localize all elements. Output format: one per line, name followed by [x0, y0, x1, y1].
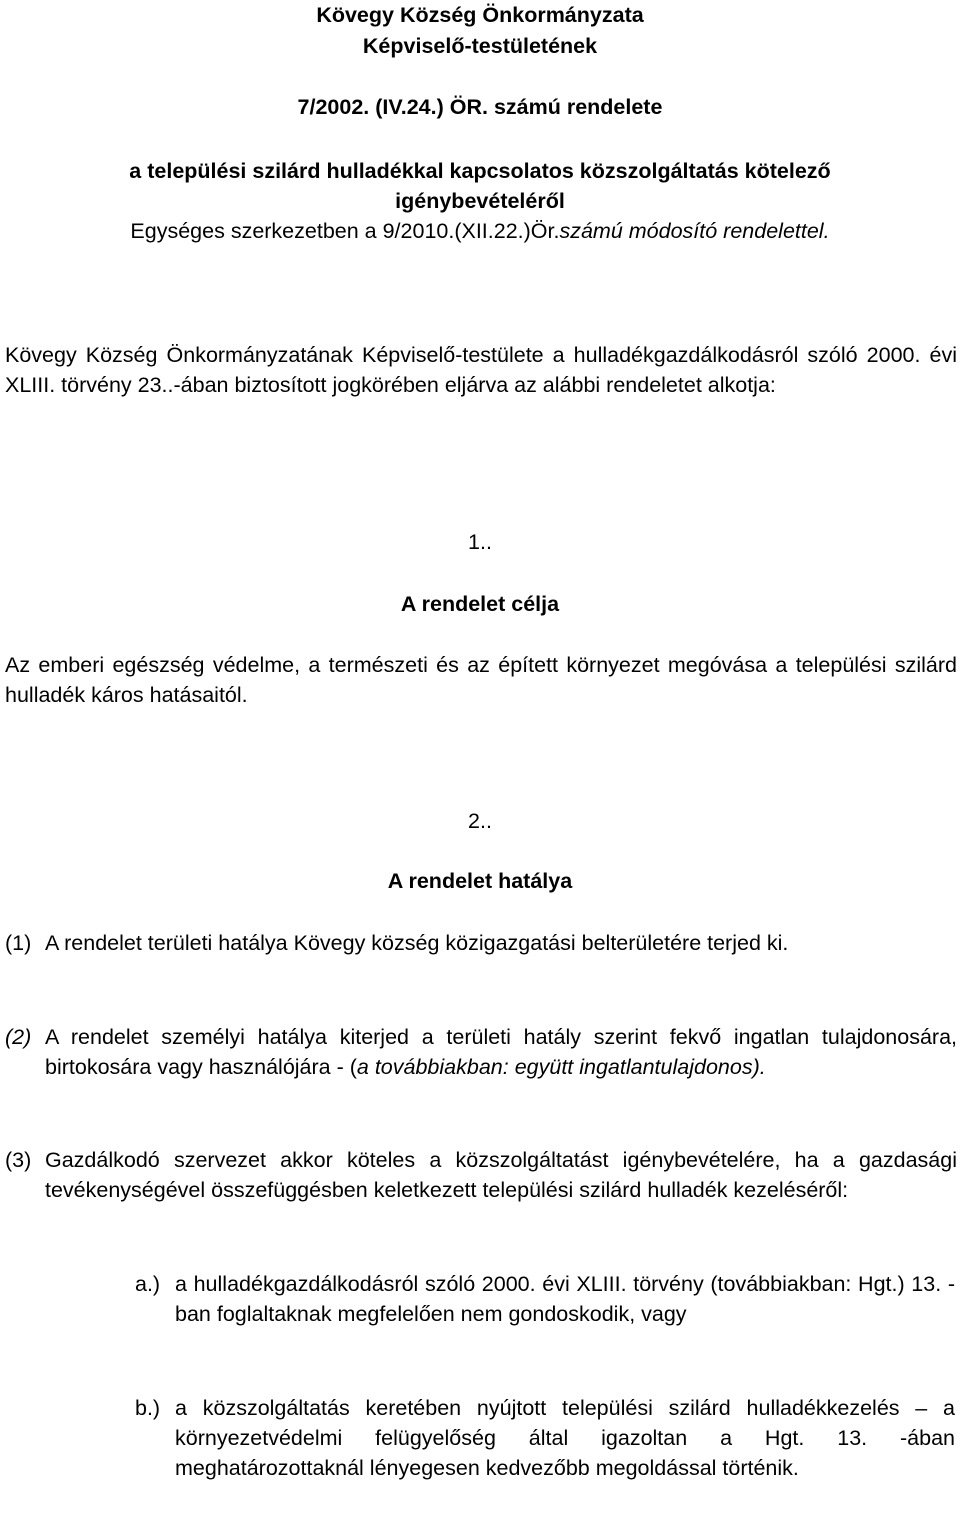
section1-number: 1.. — [468, 530, 492, 554]
decree-subject-line1: a települési szilárd hulladékkal kapcsolatos közszolgáltatás kötelező — [129, 159, 831, 183]
section2-paragraph-1 — [5, 928, 957, 958]
paragraph-2-text — [45, 1022, 957, 1082]
paragraph-2-text-italic: a továbbiakban: együtt ingatlantulajdonos). — [356, 1055, 766, 1079]
section2-paragraph-3 — [5, 1145, 957, 1205]
paragraph-1-label: (1) — [5, 931, 32, 955]
header-municipality: Kövegy Község Önkormányzata — [316, 3, 644, 27]
paragraph-2-label: (2) — [5, 1025, 32, 1049]
section1-title: A rendelet célja — [400, 592, 560, 616]
paragraph-1-text: A rendelet területi hatálya Kövegy község közigazgatási belterületére terjed ki. — [45, 931, 789, 955]
header-body: Képviselő-testületének — [362, 34, 598, 58]
consolidated-note-prefix: Egységes szerkezetben a 9/2010.(XII.22.)Ör. — [130, 219, 560, 243]
list-item-a — [135, 1269, 955, 1329]
preamble: Kövegy Község Önkormányzatának Képviselő-testülete a hulladékgazdálkodásról szóló 2000. évi XLIII. törvény 23..-ában biztosított jogkörében eljárva az alábbi rendeletet alkotja: — [5, 343, 957, 397]
consolidated-note — [0, 216, 960, 246]
paragraph-3-label: (3) — [5, 1148, 32, 1172]
list-item-b-label: b.) — [135, 1396, 161, 1420]
section2-title: A rendelet hatálya — [387, 869, 573, 893]
paragraph-3-text: Gazdálkodó szervezet akkor köteles a közszolgáltatást igénybevételére, ha a gazdasági tevékenységével összefüggésben keletkezett települési szilárd hulladék kezeléséről: — [45, 1148, 957, 1202]
section1-text: Az emberi egészség védelme, a természeti és az épített környezet megóvása a települési szilárd hulladék káros hatásaitól. — [5, 653, 957, 707]
list-item-b — [135, 1393, 955, 1483]
list-item-a-label: a.) — [135, 1272, 161, 1296]
consolidated-note-suffix: számú módosító rendelettel. — [559, 219, 830, 243]
list-item-a-text: a hulladékgazdálkodásról szóló 2000. évi XLIII. törvény (továbbiakban: Hgt.) 13. -ban foglaltaknak megfelelően nem gondoskodik, vagy — [175, 1272, 955, 1326]
list-item-b-text: a közszolgáltatás keretében nyújtott települési szilárd hulladékkezelés – a környezetvédelmi felügyelőség által igazoltan a Hgt. 13. -ában meghatározottaknál lényegesen kedvezőbb megoldással történik. — [175, 1396, 955, 1480]
section2-paragraph-2 — [5, 1022, 957, 1082]
decree-number: 7/2002. (IV.24.) ÖR. számú rendelete — [297, 95, 663, 119]
section2-number: 2.. — [468, 809, 492, 833]
paragraph-2-text-main: A rendelet személyi hatálya kiterjed a területi hatály szerint fekvő ingatlan tulajdonosára, birtokosára vagy használójára - ( — [45, 1025, 957, 1079]
decree-subject-line2: igénybevételéről — [395, 189, 565, 213]
